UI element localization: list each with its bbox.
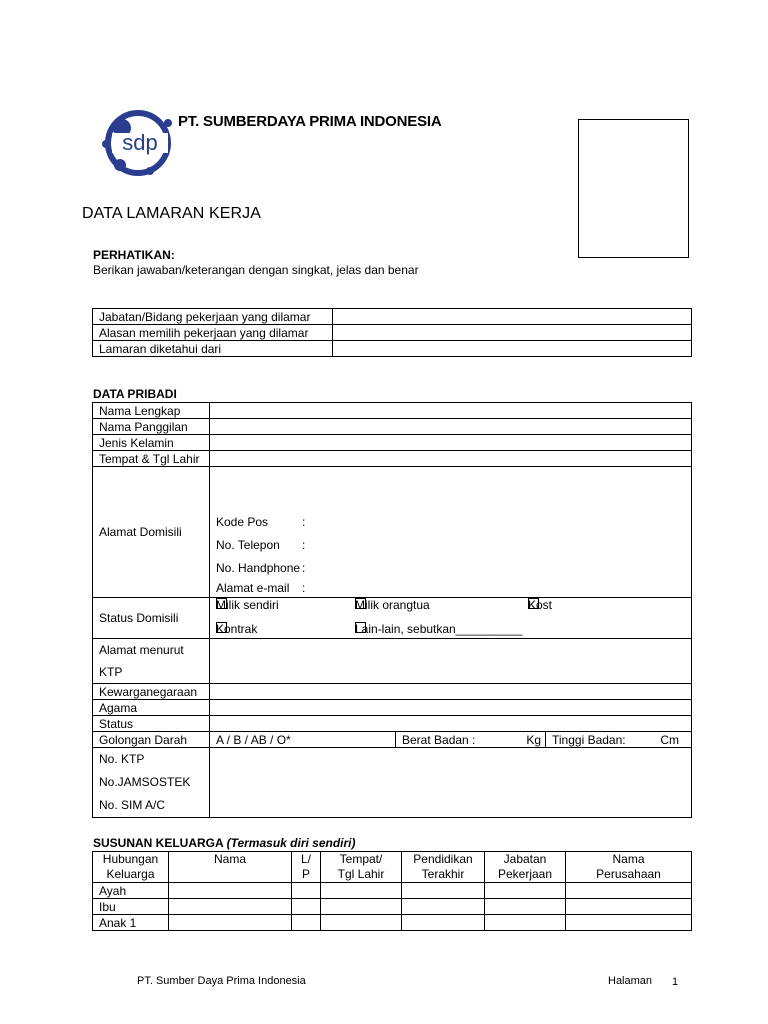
notice-text: Berikan jawaban/keterangan dengan singkat, jelas dan benar [93, 263, 419, 277]
company-name: PT. SUMBERDAYA PRIMA INDONESIA [178, 113, 442, 130]
family-table [92, 851, 692, 931]
column-header: Nama [169, 852, 292, 883]
field-label: Status [93, 716, 210, 732]
column-header: Pendidikan Terakhir [402, 852, 485, 883]
field-input[interactable] [210, 716, 692, 732]
footer-page-number: 1 [672, 976, 679, 988]
field-label: Nama Panggilan [93, 419, 210, 435]
personal-data-table [92, 402, 692, 818]
field-label: Agama [93, 700, 210, 716]
table-row [93, 899, 692, 915]
field-label: Nama Lengkap [93, 403, 210, 419]
status-domisili-options: Milik sendiri Milik orangtua Kost Kontrak Lain-lain, sebutkan__________ [210, 598, 692, 639]
weight-field[interactable]: Berat Badan : Kg [396, 732, 546, 748]
field-label: Alamat menurut KTP [93, 639, 210, 684]
table-row [93, 341, 692, 357]
relation-label: Anak 1 [93, 915, 169, 931]
field-input[interactable] [333, 309, 692, 325]
field-input[interactable] [210, 451, 692, 467]
field-input[interactable] [210, 700, 692, 716]
section-heading-personal: DATA PRIBADI [93, 387, 177, 401]
handphone-label: No. Handphone [216, 561, 301, 575]
field-label: Kewarganegaraan [93, 684, 210, 700]
field-label: Golongan Darah [93, 732, 210, 748]
field-label: Lamaran diketahui dari [93, 341, 333, 357]
field-input[interactable] [333, 341, 692, 357]
table-row [93, 309, 692, 325]
photo-box [578, 119, 689, 258]
section-heading-family: SUSUNAN KELUARGA (Termasuk diri sendiri) [93, 836, 356, 850]
field-label: Status Domisili [93, 598, 210, 639]
column-header: Nama Perusahaan [566, 852, 692, 883]
address-field[interactable]: Kode Pos : No. Telepon : No. Handphone : Alamat e-mail : [210, 467, 692, 598]
field-label: Alasan memilih pekerjaan yang dilamar [93, 325, 333, 341]
field-label: Jabatan/Bidang pekerjaan yang dilamar [93, 309, 333, 325]
telepon-label: No. Telepon [216, 538, 280, 552]
table-row [93, 915, 692, 931]
application-table [92, 308, 692, 357]
document-title: DATA LAMARAN KERJA [82, 205, 262, 222]
id-numbers-label: No. KTP No.JAMSOSTEK No. SIM A/C [93, 748, 210, 818]
field-input[interactable] [333, 325, 692, 341]
footer-page-label: Halaman [608, 975, 653, 987]
field-input[interactable] [210, 748, 692, 818]
field-label: Tempat & Tgl Lahir [93, 451, 210, 467]
notice-heading: PERHATIKAN: [93, 248, 175, 262]
company-logo [98, 107, 176, 179]
height-field[interactable]: Tinggi Badan: Cm [546, 732, 692, 748]
table-row [93, 325, 692, 341]
footer-company: PT. Sumber Daya Prima Indonesia [137, 975, 306, 987]
relation-label: Ayah [93, 883, 169, 899]
column-header: L/ P [292, 852, 321, 883]
field-input[interactable] [210, 403, 692, 419]
email-label: Alamat e-mail [216, 581, 290, 595]
table-header-row [93, 852, 692, 883]
kode-pos-label: Kode Pos [216, 515, 269, 529]
field-input[interactable] [210, 419, 692, 435]
field-label: Jenis Kelamin [93, 435, 210, 451]
field-label: Alamat Domisili [93, 467, 210, 598]
table-row [93, 883, 692, 899]
blood-type-options[interactable]: A / B / AB / O* [210, 732, 396, 748]
column-header: Jabatan Pekerjaan [485, 852, 566, 883]
logo-text: sdp [122, 130, 158, 155]
column-header: Tempat/ Tgl Lahir [321, 852, 402, 883]
field-input[interactable] [210, 639, 692, 684]
field-input[interactable] [210, 684, 692, 700]
column-header: Hubungan Keluarga [93, 852, 169, 883]
relation-label: Ibu [93, 899, 169, 915]
field-input[interactable] [210, 435, 692, 451]
